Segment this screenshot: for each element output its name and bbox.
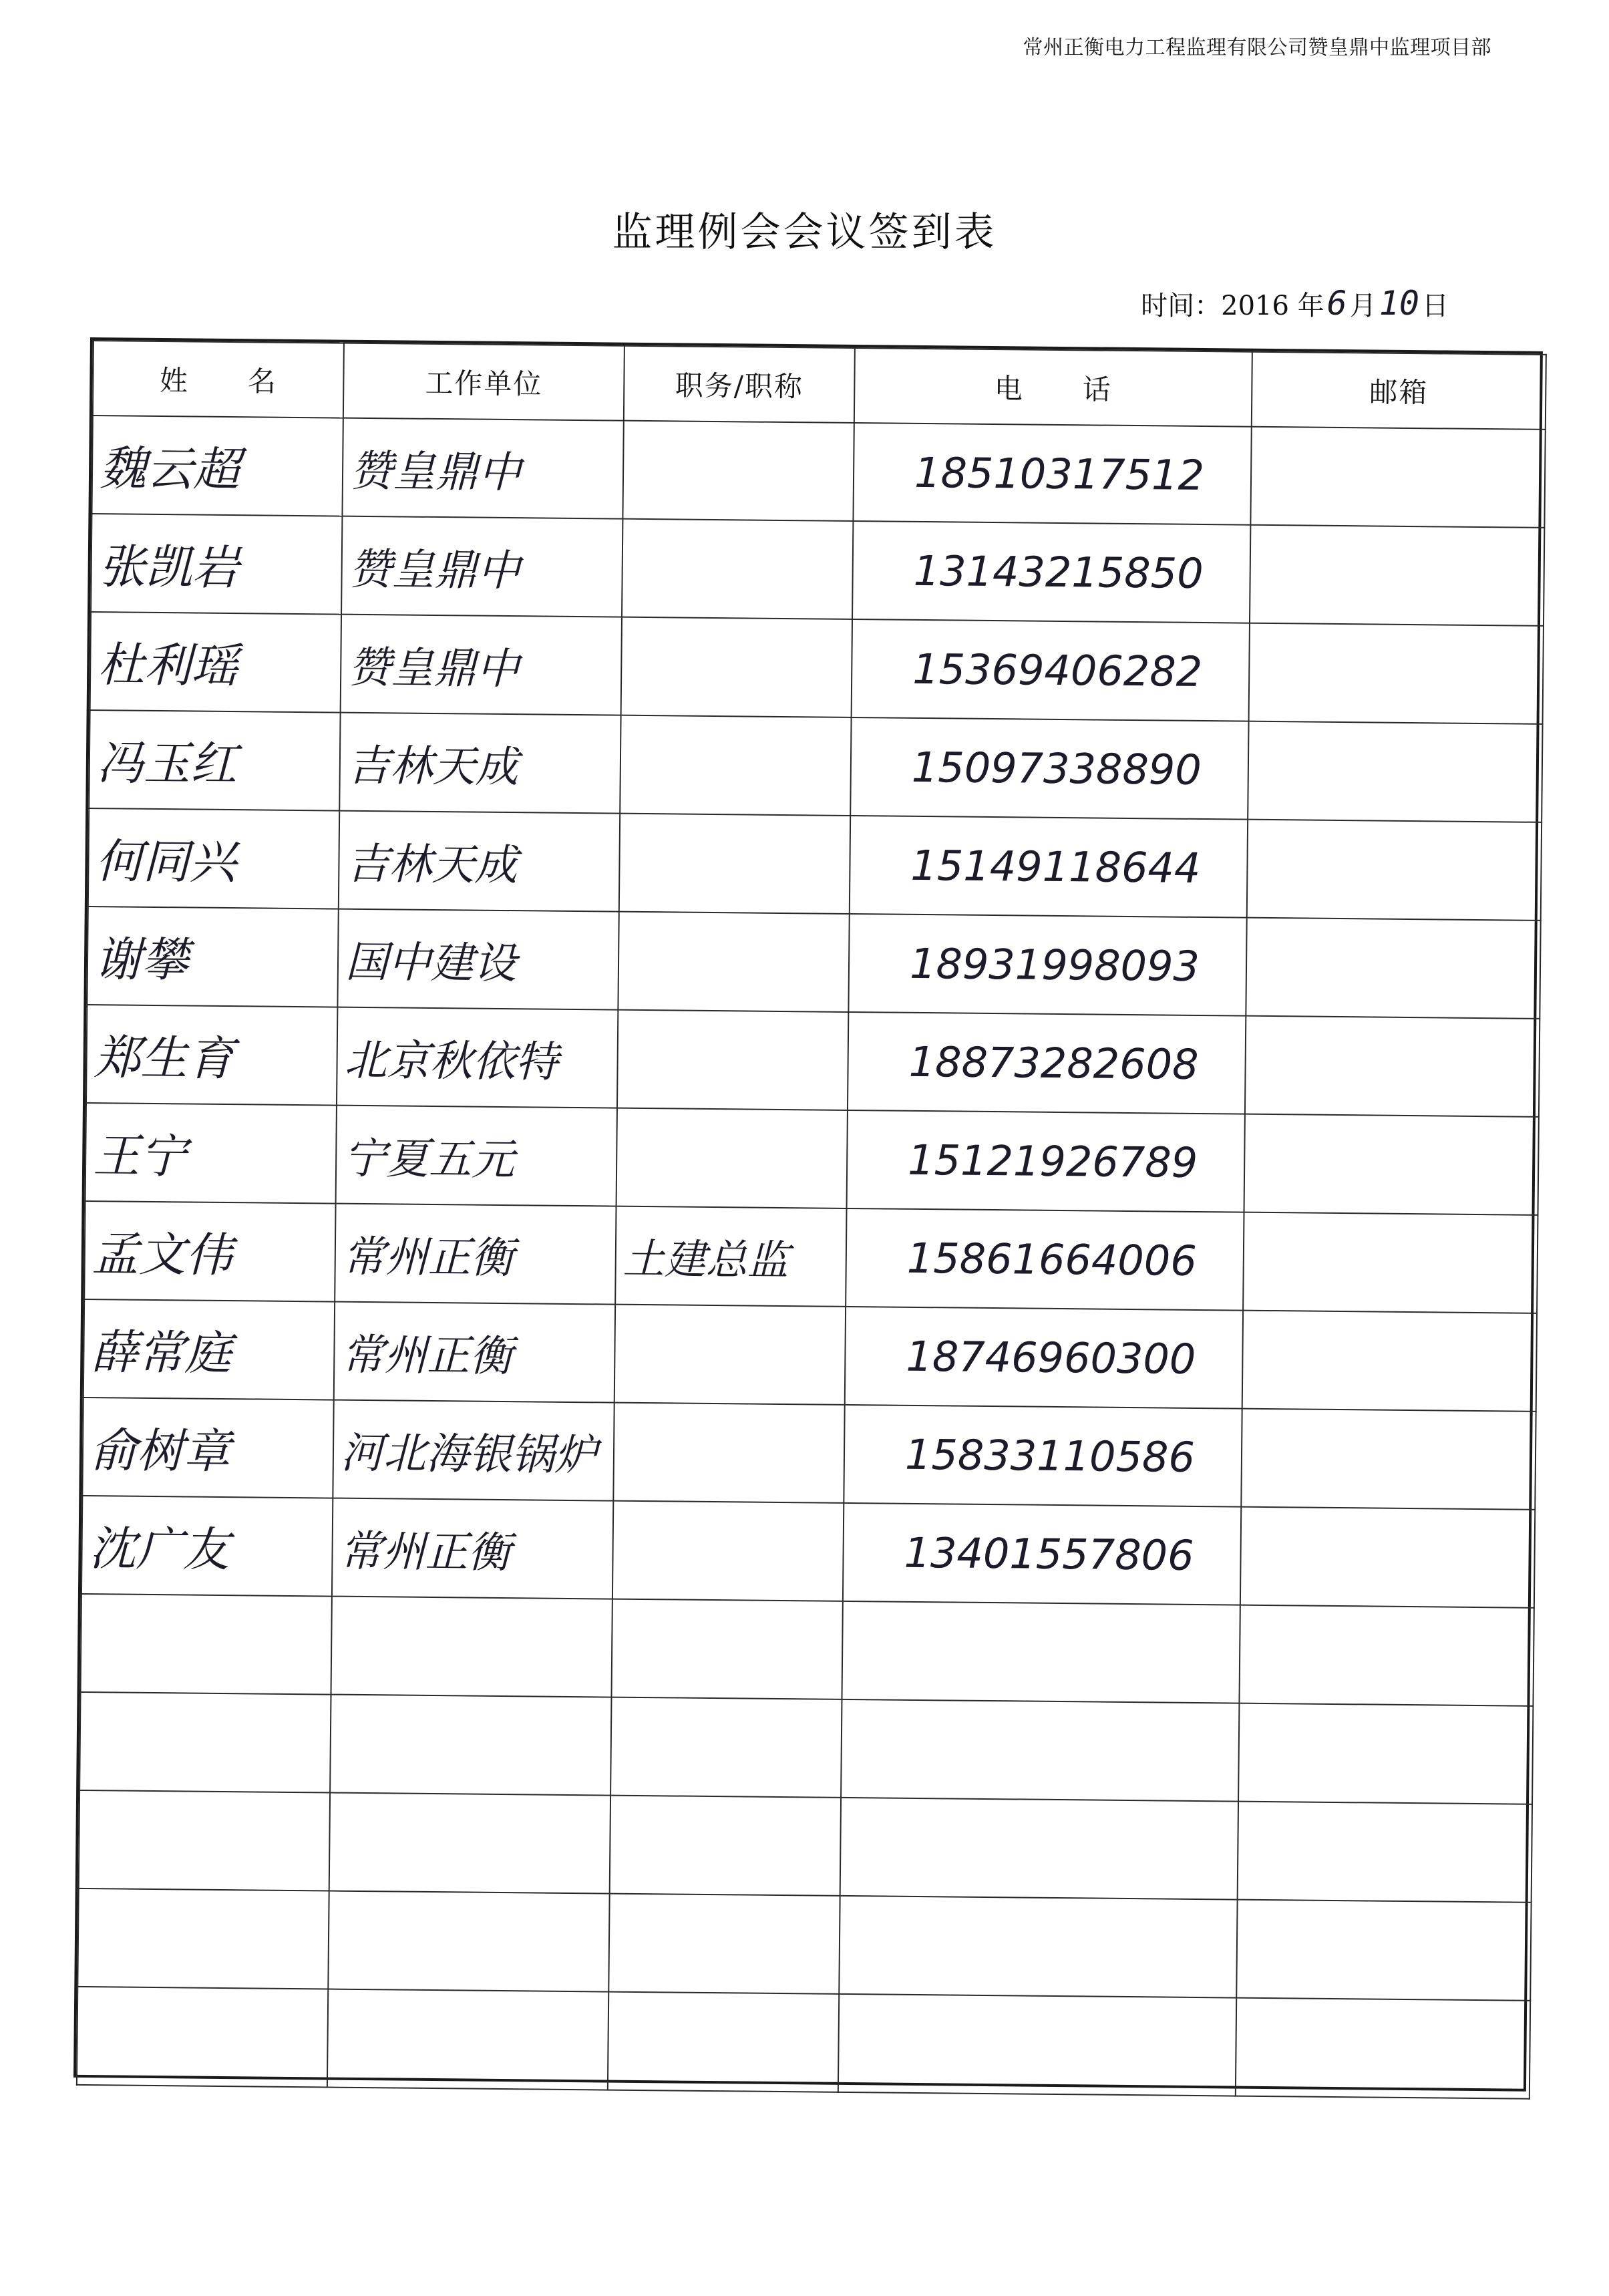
cell-title xyxy=(621,617,852,717)
cell-unit: 常州正衡 xyxy=(332,1498,613,1599)
column-header-name: 姓 名 xyxy=(93,341,344,418)
sign-in-table xyxy=(76,340,1547,2100)
cell-name xyxy=(81,1594,332,1695)
table-row xyxy=(81,1594,1534,1706)
cell-email xyxy=(1245,1016,1540,1117)
cell-unit xyxy=(331,1597,612,1697)
table-row xyxy=(79,1790,1532,1903)
cell-email xyxy=(1244,1114,1539,1215)
cell-phone xyxy=(841,1699,1239,1802)
cell-phone: 15369406282 xyxy=(852,619,1250,721)
meeting-date xyxy=(1141,284,1449,323)
cell-phone: 13401557806 xyxy=(843,1503,1241,1605)
date-label: 时间：2016 年 xyxy=(1141,291,1324,321)
table-row xyxy=(82,1398,1536,1510)
cell-phone: 13143215850 xyxy=(852,521,1250,623)
table-row xyxy=(77,1889,1531,2001)
cell-title xyxy=(608,1894,840,1994)
table-row xyxy=(91,514,1544,626)
cell-email xyxy=(1236,1998,1530,2099)
table-row xyxy=(88,808,1542,921)
column-header-unit: 工作单位 xyxy=(343,343,624,421)
cell-name xyxy=(77,1987,328,2088)
column-header-email: 邮箱 xyxy=(1252,352,1546,430)
table-row xyxy=(84,1201,1538,1313)
cell-phone: 18746960300 xyxy=(845,1307,1243,1409)
table-body xyxy=(77,416,1546,2099)
column-header-phone: 电 话 xyxy=(854,348,1252,427)
cell-name: 何同兴 xyxy=(88,808,339,909)
cell-email xyxy=(1248,721,1542,822)
cell-phone: 18510317512 xyxy=(853,423,1251,525)
table-row xyxy=(89,710,1542,822)
cell-name: 薛常庭 xyxy=(83,1299,335,1400)
cell-unit: 赞皇鼎中 xyxy=(341,615,622,715)
cell-phone: 15861664006 xyxy=(846,1208,1244,1311)
cell-title xyxy=(613,1403,844,1503)
cell-unit xyxy=(330,1695,611,1796)
cell-email xyxy=(1239,1605,1534,1706)
cell-name: 郑生育 xyxy=(86,1005,337,1106)
cell-phone xyxy=(840,1798,1238,1900)
cell-email xyxy=(1236,1900,1531,2001)
cell-phone xyxy=(838,1994,1236,2096)
cell-title xyxy=(612,1501,844,1601)
cell-phone: 18873282608 xyxy=(848,1012,1246,1114)
cell-email xyxy=(1238,1802,1532,1903)
cell-email xyxy=(1249,623,1544,724)
cell-unit: 北京秋依特 xyxy=(337,1007,618,1108)
cell-unit: 常州正衡 xyxy=(335,1204,616,1305)
cell-title xyxy=(611,1599,842,1699)
table-row xyxy=(87,907,1540,1019)
cell-phone xyxy=(839,1896,1237,1998)
cell-name: 王宁 xyxy=(85,1103,337,1204)
cell-name: 沈广友 xyxy=(81,1496,333,1597)
cell-name: 魏云超 xyxy=(92,416,343,516)
cell-unit: 常州正衡 xyxy=(334,1302,615,1403)
cell-phone: 15833110586 xyxy=(844,1405,1242,1507)
cell-name: 杜利瑶 xyxy=(90,612,341,713)
cell-name xyxy=(79,1692,331,1793)
cell-unit: 吉林天成 xyxy=(339,713,620,814)
cell-title xyxy=(619,814,850,914)
cell-unit: 国中建设 xyxy=(337,909,618,1010)
cell-email xyxy=(1241,1409,1536,1510)
cell-email xyxy=(1246,918,1540,1019)
table-row xyxy=(83,1299,1537,1412)
cell-title xyxy=(616,1108,848,1208)
table-row xyxy=(79,1692,1533,1804)
cell-title xyxy=(618,912,849,1012)
sign-in-sheet xyxy=(73,337,1543,2092)
cell-name xyxy=(77,1889,329,1989)
table-row xyxy=(85,1103,1539,1215)
cell-phone: 15121926789 xyxy=(847,1110,1245,1212)
cell-name: 孟文伟 xyxy=(84,1201,335,1302)
table-row xyxy=(86,1005,1540,1117)
table-row xyxy=(81,1496,1535,1608)
cell-unit: 赞皇鼎中 xyxy=(342,418,623,519)
cell-title xyxy=(610,1697,842,1798)
cell-unit xyxy=(327,1989,608,2090)
cell-email xyxy=(1250,427,1545,528)
cell-email xyxy=(1240,1507,1535,1608)
organization-header: 常州正衡电力工程监理有限公司赞皇鼎中监理项目部 xyxy=(1023,36,1491,59)
cell-title xyxy=(620,715,851,816)
cell-title xyxy=(614,1305,846,1405)
table-row xyxy=(90,612,1544,724)
cell-unit: 河北海银锅炉 xyxy=(333,1400,614,1501)
cell-unit: 赞皇鼎中 xyxy=(341,516,622,617)
cell-email xyxy=(1242,1311,1537,1412)
document-title: 监理例会会议签到表 xyxy=(612,209,997,256)
column-header-title: 职务/职称 xyxy=(624,346,855,423)
cell-name xyxy=(79,1790,330,1891)
cell-name: 冯玉红 xyxy=(89,710,340,811)
cell-email xyxy=(1250,525,1544,626)
cell-title: 土建总监 xyxy=(615,1206,846,1307)
cell-unit xyxy=(328,1891,609,1992)
cell-phone: 15097338890 xyxy=(850,717,1248,820)
date-day-handwritten: 10 xyxy=(1379,284,1419,323)
date-month-unit: 月 xyxy=(1349,291,1377,321)
cell-title xyxy=(622,519,853,619)
date-day-unit: 日 xyxy=(1422,291,1449,321)
cell-email xyxy=(1238,1703,1533,1804)
cell-unit: 宁夏五元 xyxy=(336,1106,617,1206)
cell-name: 张凯岩 xyxy=(91,514,342,615)
cell-unit: 吉林天成 xyxy=(339,811,620,912)
cell-title xyxy=(608,1992,839,2092)
cell-phone: 18931998093 xyxy=(848,914,1246,1016)
cell-name: 俞树章 xyxy=(82,1398,333,1498)
cell-title xyxy=(617,1010,848,1110)
cell-email xyxy=(1247,820,1542,921)
cell-title xyxy=(622,421,854,521)
cell-email xyxy=(1243,1212,1538,1313)
cell-unit xyxy=(329,1793,610,1894)
date-month-handwritten: 6 xyxy=(1326,284,1347,323)
cell-phone: 15149118644 xyxy=(850,816,1248,918)
cell-phone xyxy=(842,1601,1240,1703)
table-row xyxy=(92,416,1545,528)
table-header-row xyxy=(93,341,1546,430)
table-row xyxy=(77,1987,1530,2099)
cell-title xyxy=(610,1796,841,1896)
cell-name: 谢攀 xyxy=(87,907,338,1007)
